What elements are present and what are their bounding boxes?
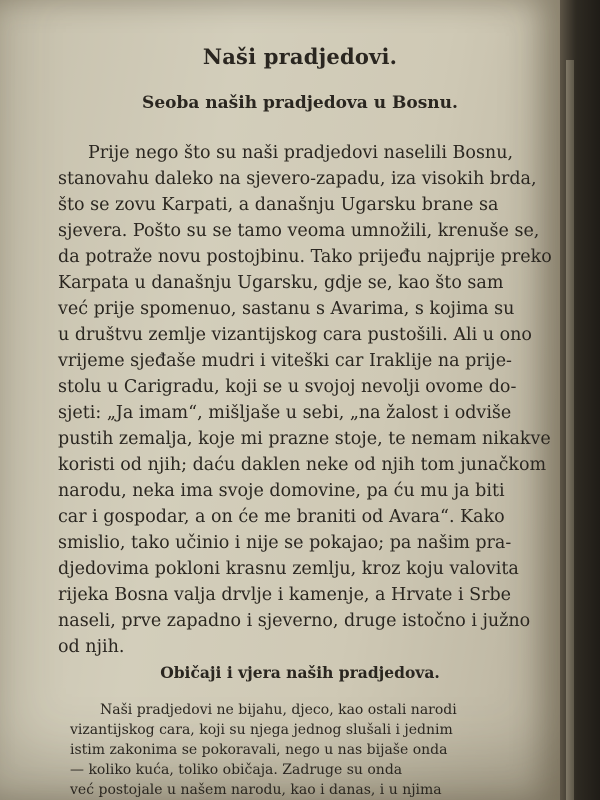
text-line: Naši pradjedovi ne bijahu, djeco, kao ostali narodi	[100, 702, 457, 718]
text-line: od njih.	[58, 637, 125, 657]
text-line: pustih zemalja, koje mi prazne stoje, te nemam nikakve	[58, 429, 551, 449]
text-line: sjevera. Pošto su se tamo veoma umnožili, krenuše se,	[58, 221, 540, 241]
section-title-migration: Seoba naših pradjedova u Bosnu.	[142, 93, 458, 113]
text-line: stanovahu daleko na sjevero-zapadu, iza visokih brda,	[58, 169, 537, 189]
section-title-customs: Običaji i vjera naših pradjedova.	[160, 663, 440, 682]
text-line: već postojale u našem narodu, kao i danas, i u njima	[70, 782, 442, 798]
text-line: naseli, prve zapadno i sjeverno, druge istočno i južno	[58, 611, 531, 631]
text-line: sjeti: „Ja imam“, mišljaše u sebi, „na žalost i odviše	[58, 403, 512, 423]
text-line: u društvu zemlje vizantijskog cara pustošili. Ali u ono	[58, 325, 532, 345]
text-line: da potraže novu postojbinu. Tako prijeđu najprije preko	[58, 247, 552, 267]
text-line: što se zovu Karpati, a današnju Ugarsku brane sa	[58, 195, 499, 215]
text-line: istim zakonima se pokoravali, nego u nas bijaše onda	[70, 742, 448, 758]
text-line: djedovima pokloni krasnu zemlju, kroz koju valovita	[58, 559, 519, 579]
chapter-title: Naši pradjedovi.	[202, 44, 398, 69]
text-line: Prije nego što su naši pradjedovi naselili Bosnu,	[88, 143, 514, 163]
next-page-edge	[566, 60, 574, 800]
text-line: — koliko kuća, toliko običaja. Zadruge su onda	[70, 762, 403, 778]
text-line: stolu u Carigradu, koji se u svojoj nevolji ovome do-	[58, 377, 517, 397]
text-line: već prije spomenuo, sastanu s Avarima, s kojima su	[58, 299, 515, 319]
text-line: smislio, tako učinio i nije se pokajao; pa našim pra-	[58, 533, 512, 553]
text-line: vrijeme sjeđaše mudri i viteški car Iraklije na prije-	[58, 351, 512, 371]
text-line: car i gospodar, a on će me braniti od Avara“. Kako	[58, 507, 505, 527]
text-line: narodu, neka ima svoje domovine, pa ću mu ja biti	[58, 481, 505, 501]
text-line: Karpata u današnju Ugarsku, gdje se, kao što sam	[58, 273, 504, 293]
text-line: koristi od njih; daću daklen neke od njih tom junačkom	[58, 455, 547, 475]
text-line: vizantijskog cara, koji su njega jednog slušali i jednim	[70, 722, 453, 738]
text-line: rijeka Bosna valja drvlje i kamenje, a Hrvate i Srbe	[58, 585, 512, 605]
